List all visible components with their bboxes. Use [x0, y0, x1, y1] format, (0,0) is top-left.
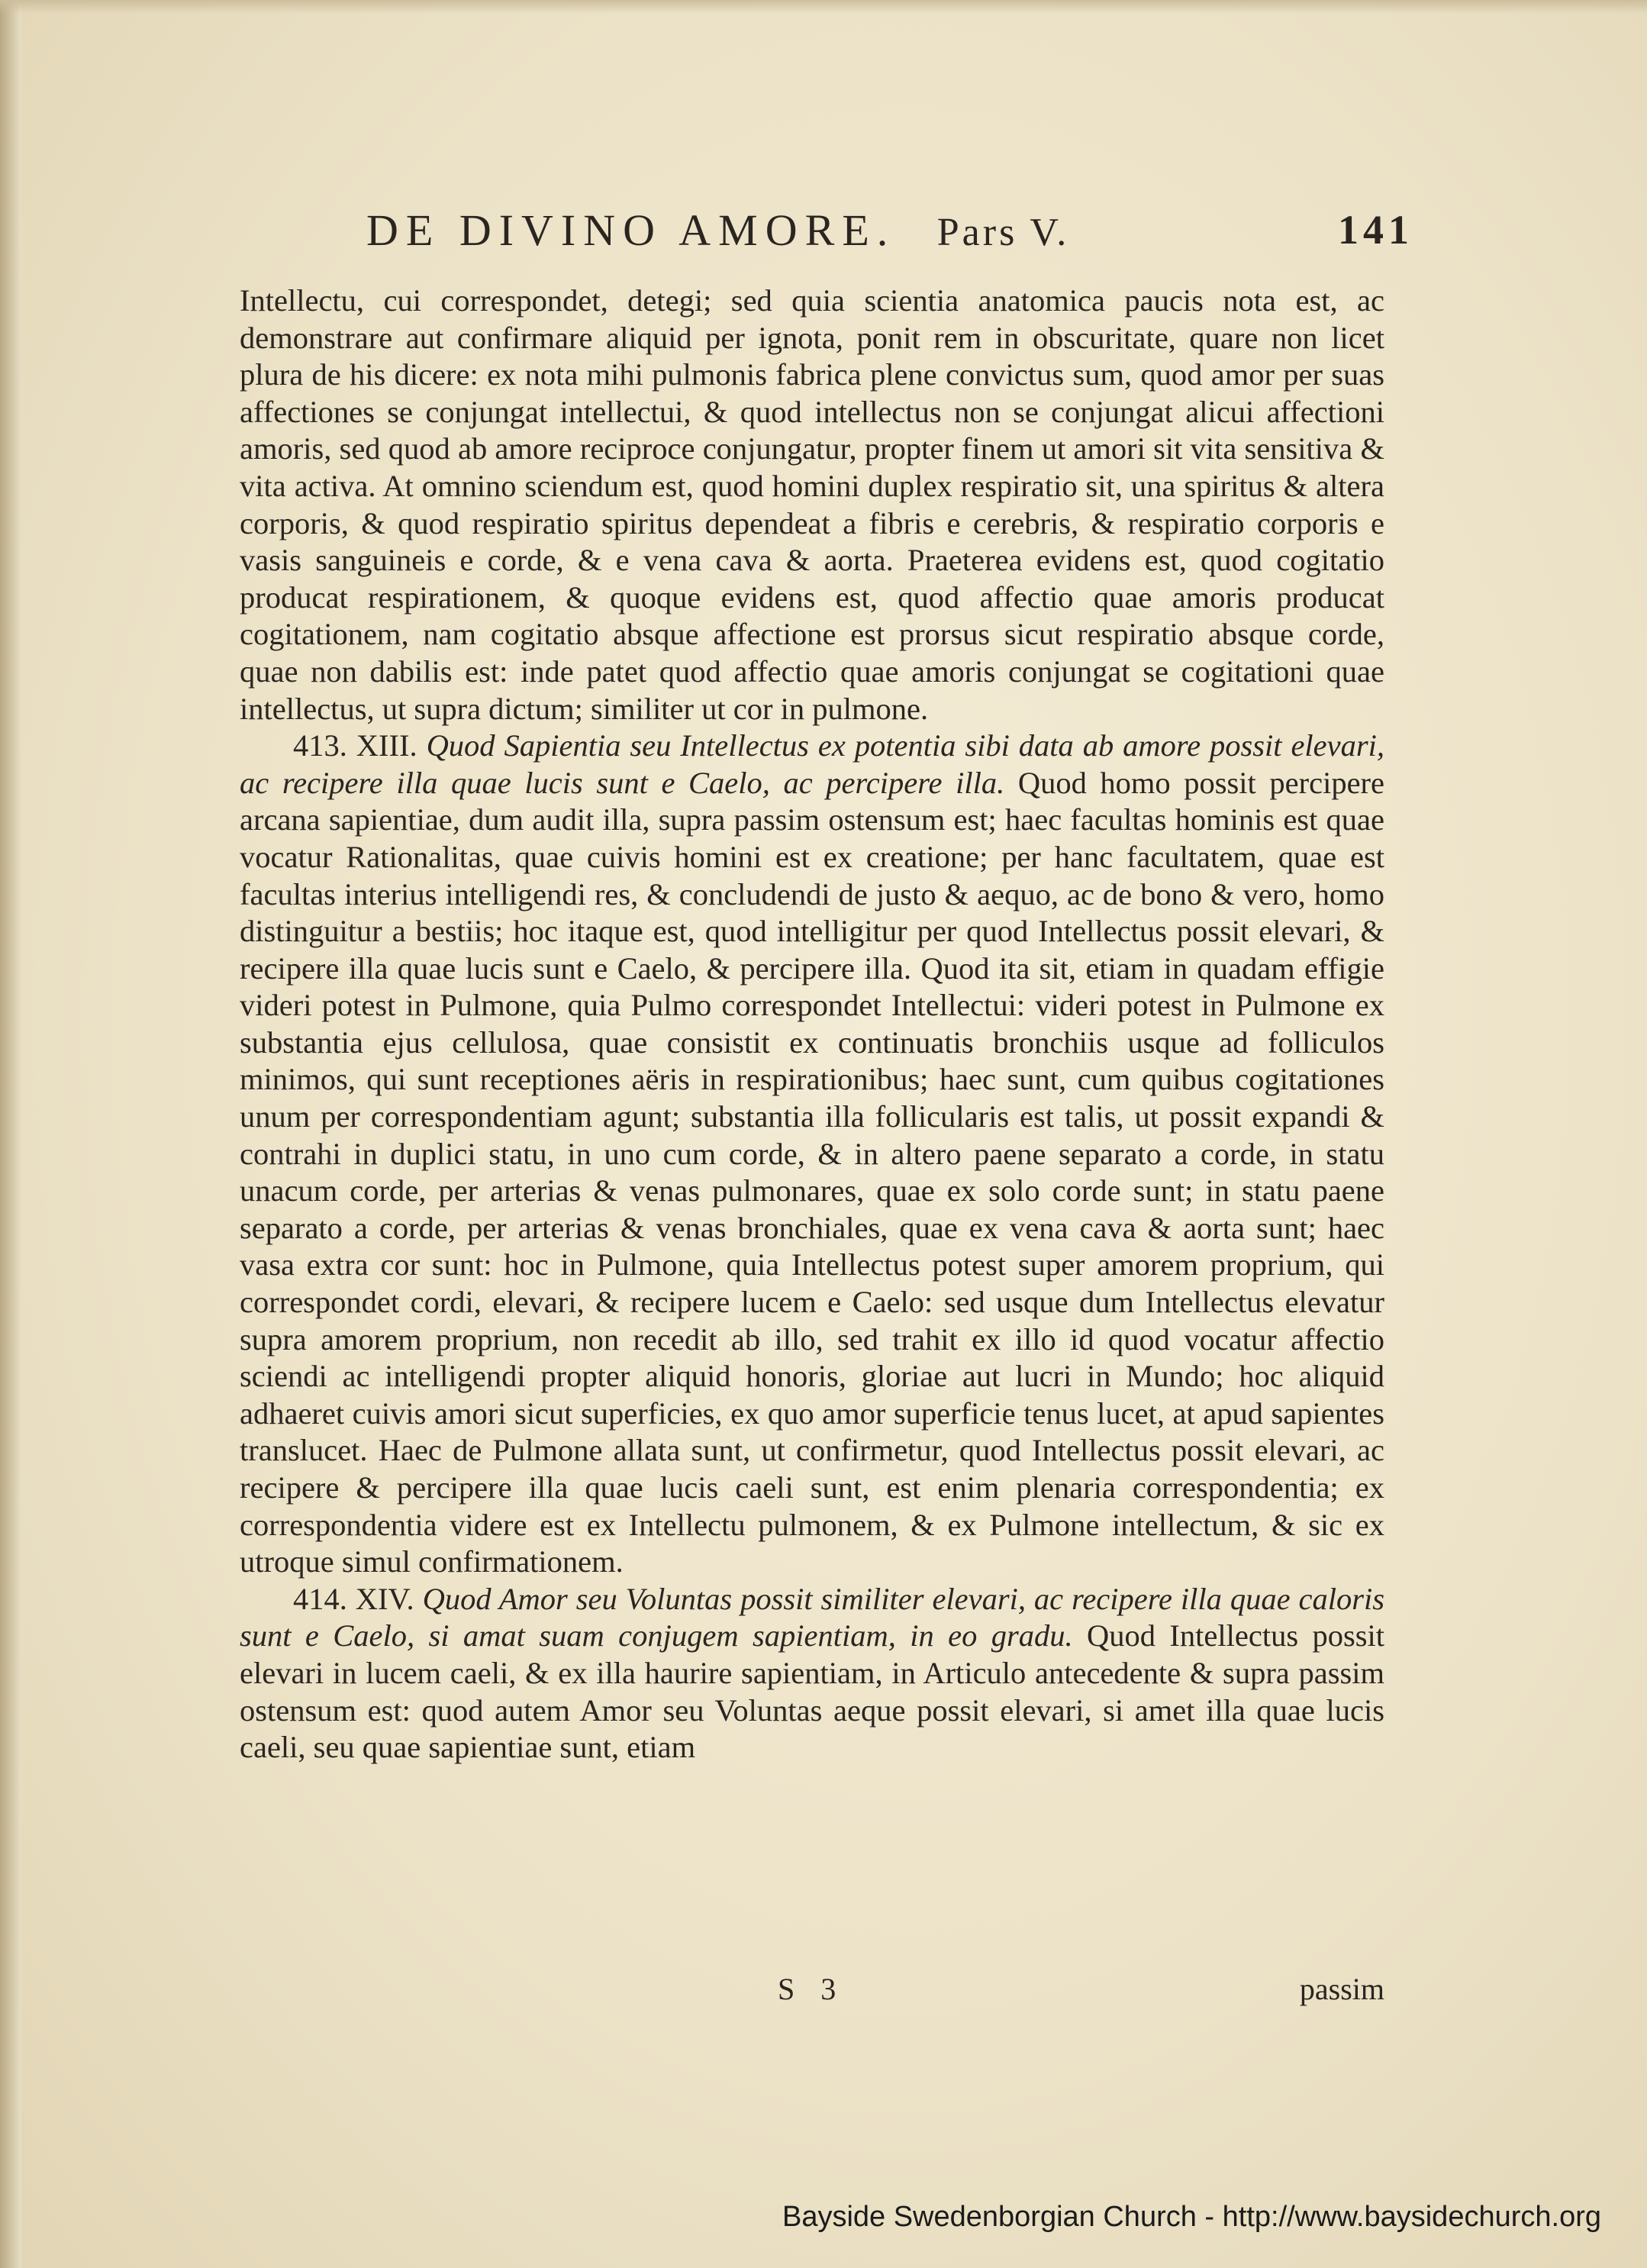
page-body: [240, 282, 1384, 1766]
catchword: passim: [1299, 1972, 1384, 2006]
source-watermark: Bayside Swedenborgian Church - http://www.baysidechurch.org: [782, 2201, 1601, 2233]
paragraph-413: [240, 728, 1384, 1581]
paragraph-text: Quod Intellectus possit elevari in lucem caeli, & ex illa haurire sapientiam, in Articulo antecedente & supra passim ostensum est: quod autem Amor seu Voluntas aeque possit elevari, si amet illa quae lucis caeli, seu quae sapientiae sunt, etiam: [240, 1618, 1385, 1765]
paragraph-continuation: [240, 282, 1384, 728]
article-heading: Quod Sapientia seu Intellectus ex potentia sibi data ab amore possit elevari, ac recipere illa quae lucis sunt e Caelo, ac percipere illa.: [240, 728, 1385, 800]
part-label: Pars V.: [936, 211, 1070, 254]
paragraph-text: Intellectu, cui correspondet, detegi; sed quia scientia anatomica paucis nota est, ac demonstrare aut confirmare aliquid per ignota, ponit rem in obscuritate, quare non licet plura de his dicere: ex nota mihi pulmonis fabrica plene convictus sum, quod amor per suas affectiones se conjungat intellectui, & quod intellectus non se conjungat alicui affectioni amoris, sed quod ab amore reciproce conjungatur, propter finem ut amori sit vita sensitiva & vita activa. At omnino sciendum est, quod homini duplex respiratio sit, una spiritus & altera corporis, & quod respiratio spiritus dependeat a fibris e cerebris, & respiratio corporis e vasis sanguineis e corde, & e vena cava & aorta. Praeterea evidens est, quod cogitatio producat respirationem, & quoque evidens est, quod affectio quae amoris producat cogitationem, nam cogitatio absque affectione est prorsus sicut respiratio absque corde, quae non dabilis est: inde patet quod affectio quae amoris conjungat se cogitationi quae intellectus, ut supra dictum; similiter ut cor in pulmone.: [240, 283, 1384, 726]
paragraph-number: 413.: [293, 728, 347, 763]
paragraph-number: 414.: [293, 1581, 347, 1616]
paragraph-414: [240, 1581, 1384, 1766]
article-numeral: XIV.: [355, 1581, 414, 1616]
page-gutter-shadow: [0, 0, 21, 2268]
running-title: DE DIVINO AMORE.: [366, 205, 896, 255]
page-number: 141: [1338, 207, 1413, 253]
signature-mark: S 3: [778, 1972, 846, 2006]
running-header: [366, 205, 1413, 256]
paragraph-text: Quod homo possit percipere arcana sapientiae, dum audit illa, supra passim ostensum est; haec facultas hominis est quae vocatur Rationalitas, quae cuivis homini est ex creatione; per hanc facultatem, quae est facultas interius intelligendi res, & concludendi de justo & aequo, ac de bono & vero, homo distinguitur a bestiis; hoc itaque est, quod intelligitur per quod Intellectus possit elevari, & recipere illa quae lucis sunt e Caelo, & percipere illa. Quod ita sit, etiam in quadam effigie videri potest in Pulmone, quia Pulmo correspondet Intellectui: videri potest in Pulmone ex substantia ejus cellulosa, quae consistit ex continuatis bronchiis usque ad folliculos minimos, qui sunt receptiones aëris in respirationibus; haec sunt, cum quibus cogitationes unum per correspondentiam agunt; substantia illa follicularis est talis, ut possit expandi & contrahi in duplici statu, in uno cum corde, & in altero paene separato a corde, in statu unacum corde, per arterias & venas pulmonares, quae ex solo corde sunt; in statu paene separato a corde, per arterias & venas bronchiales, quae ex vena cava & aorta sunt; haec vasa extra cor sunt: hoc in Pulmone, quia Intellectus potest super amorem proprium, qui correspondet cordi, elevari, & recipere lucem e Caelo: sed usque dum Intellectus elevatur supra amorem proprium, non recedit ab illo, sed trahit ex illo id quod vocatur affectio sciendi ac intelligendi propter aliquid honoris, gloriae aut lucri in Mundo; hoc aliquid adhaeret cuivis amori sicut superficies, ex quo amor superficie tenus lucet, at apud sapientes translucet. Haec de Pulmone allata sunt, ut confirmetur, quod Intellectus possit elevari, ac recipere & percipere illa quae lucis caeli sunt, est enim plenaria correspondentia; ex correspondentia videre est ex Intellectu pulmonem, & ex Pulmone intellectum, & sic ex utroque simul confirmationem.: [240, 765, 1385, 1579]
page-footer: [240, 1971, 1384, 2009]
article-numeral: XIII.: [356, 728, 417, 763]
page-top-edge: [0, 0, 1647, 14]
article-heading: Quod Amor seu Voluntas possit similiter elevari, ac recipere illa quae caloris sunt e Caelo, si amat suam conjugem sapientiam, in eo gradu.: [240, 1581, 1384, 1653]
